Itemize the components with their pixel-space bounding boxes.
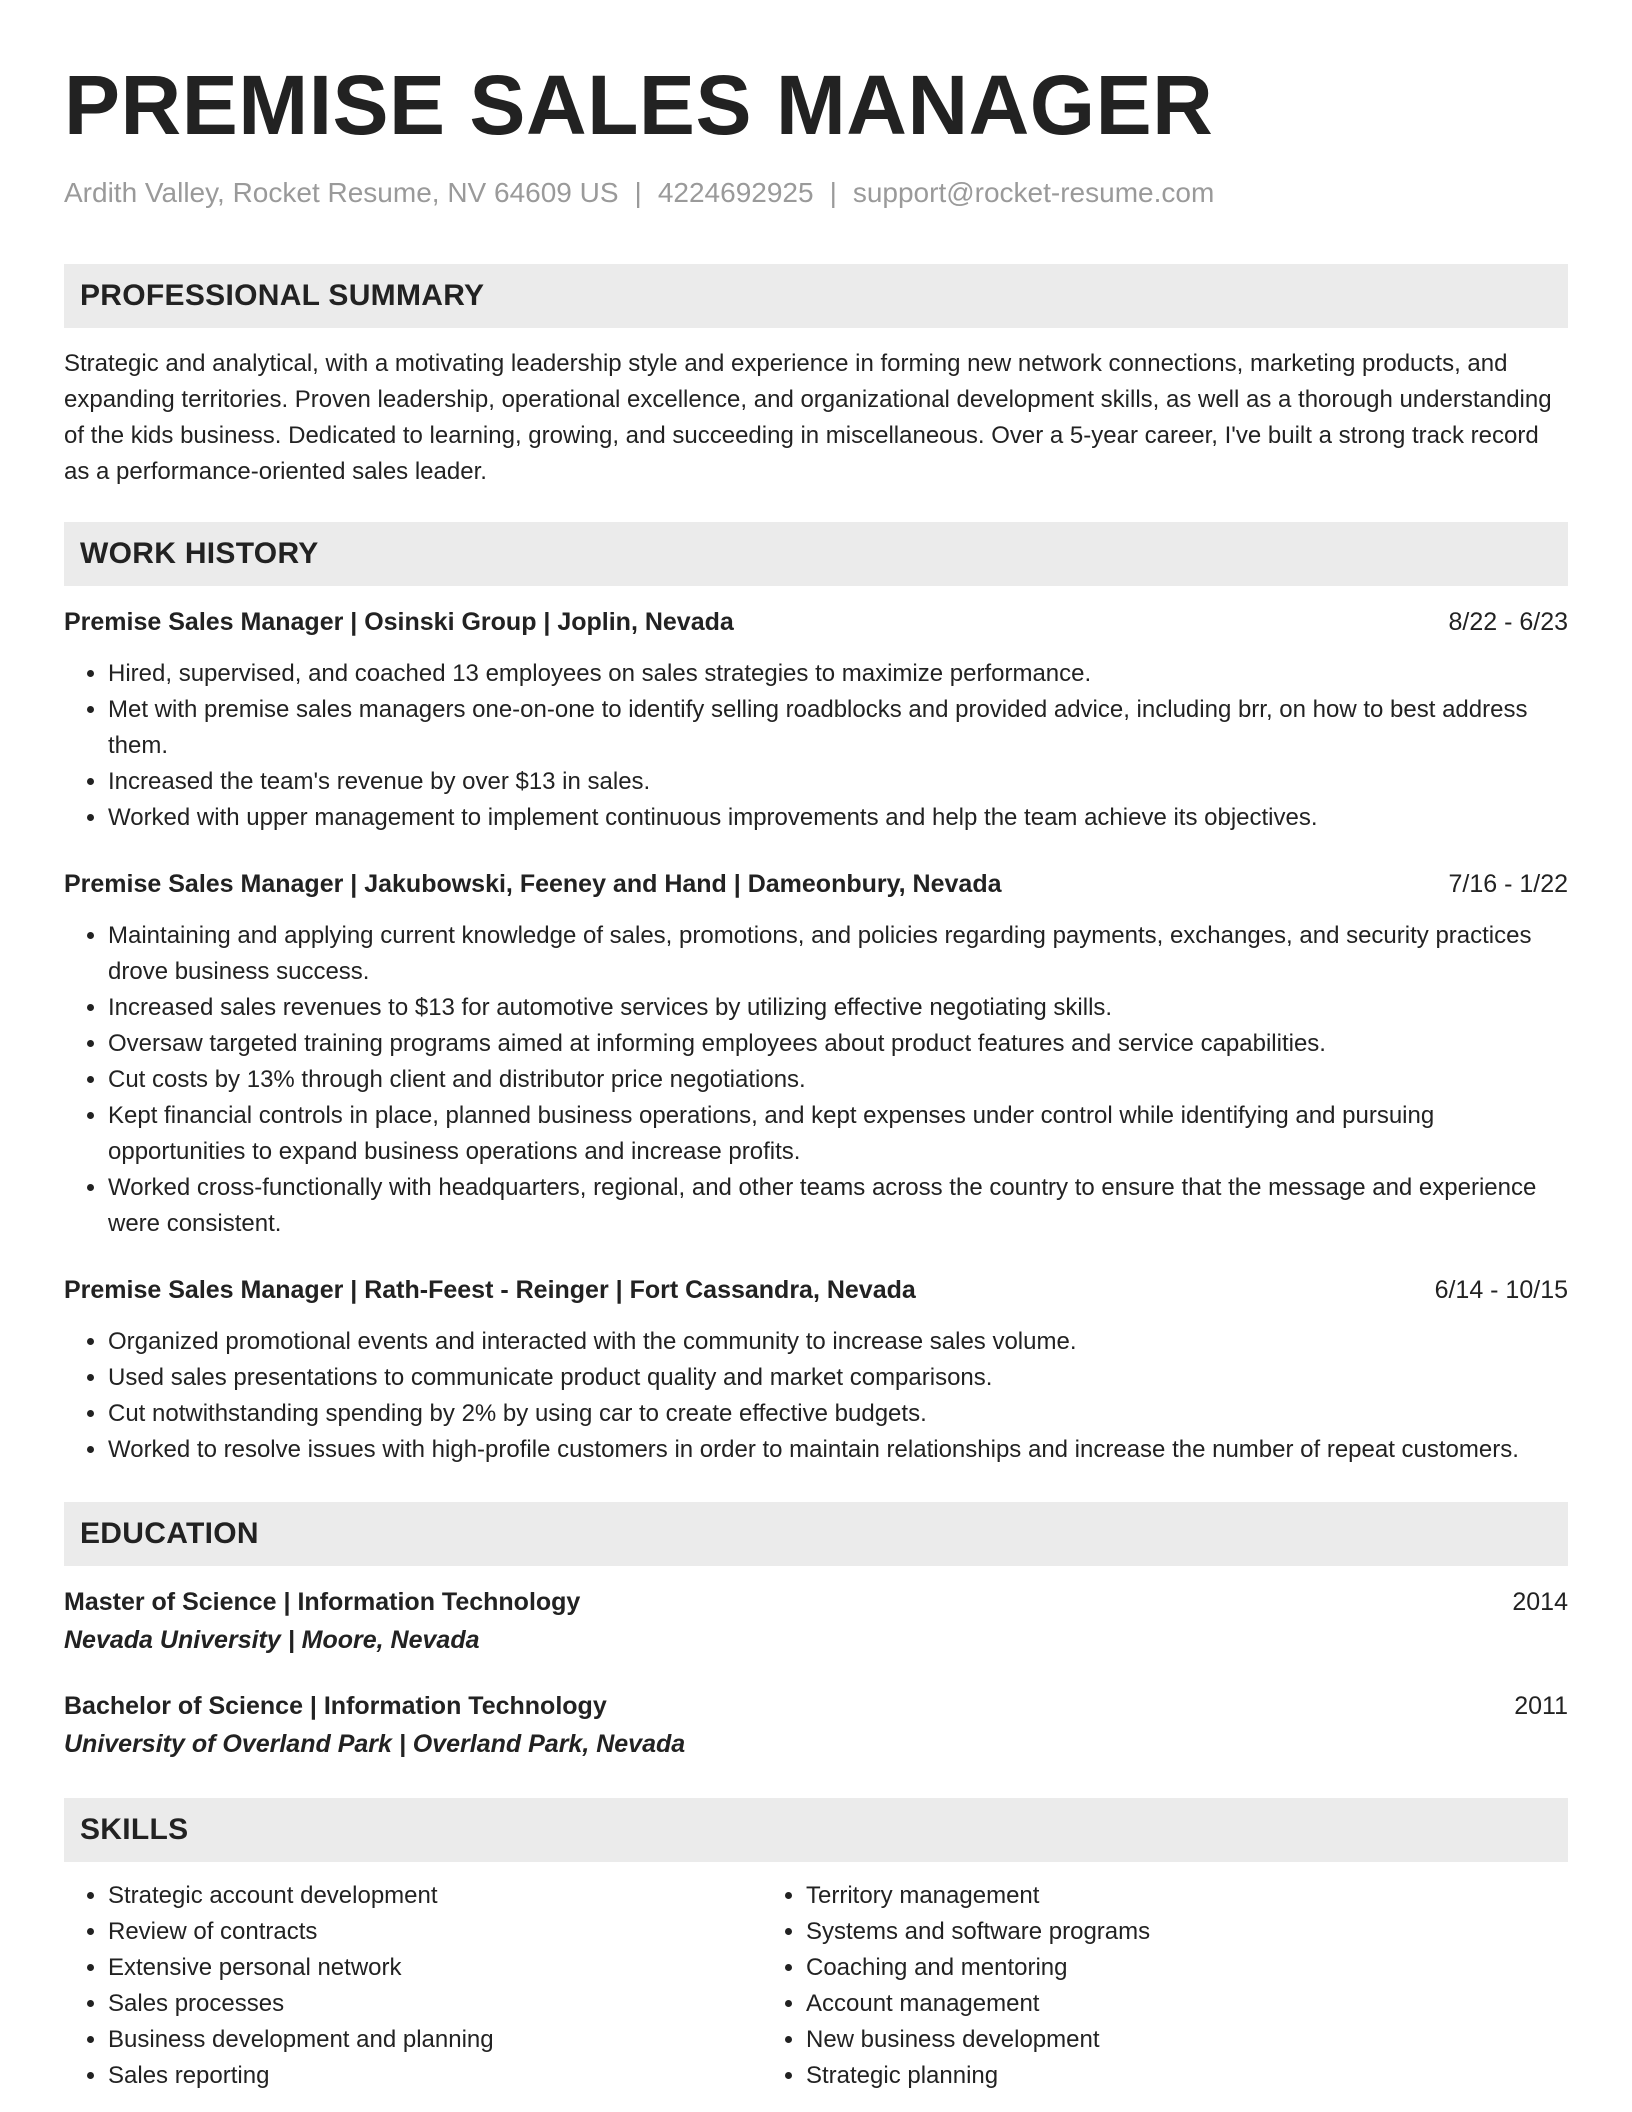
skill-item: • Strategic planning	[806, 2058, 1460, 2094]
job-dates: 8/22 - 6/23	[1448, 608, 1568, 636]
job-bullets	[64, 656, 1568, 836]
job-bullet: • Worked cross-functionally with headquarters, regional, and other teams across the country to ensure that the message and experience were consistent.	[108, 1170, 1568, 1242]
job-title: Premise Sales Manager | Osinski Group | Joplin, Nevada	[64, 608, 734, 636]
job-bullet: • Met with premise sales managers one-on-one to identify selling roadblocks and provided advice, including brr, on how to best address them.	[108, 692, 1568, 764]
skill-item: • Account management	[806, 1986, 1460, 2022]
skills-column-right	[762, 1878, 1460, 2094]
job-bullet: • Cut notwithstanding spending by 2% by using car to create effective budgets.	[108, 1396, 1568, 1432]
job-dates: 6/14 - 10/15	[1434, 1276, 1568, 1304]
skill-item: • Coaching and mentoring	[806, 1950, 1460, 1986]
education-school: Nevada University | Moore, Nevada	[64, 1626, 480, 1654]
contact-line	[64, 176, 1568, 210]
job-entry	[64, 866, 1568, 1242]
job-bullets	[64, 1324, 1568, 1468]
skills-list	[64, 1878, 1568, 2094]
job-bullet: • Worked with upper management to implement continuous improvements and help the team achieve its objectives.	[108, 800, 1568, 836]
education-entry	[64, 1584, 1568, 1660]
job-bullet: • Increased sales revenues to $13 for automotive services by utilizing effective negotiating skills.	[108, 990, 1568, 1026]
job-dates: 7/16 - 1/22	[1448, 870, 1568, 898]
skill-item: • New business development	[806, 2022, 1460, 2058]
job-bullet: • Worked to resolve issues with high-profile customers in order to maintain relationships and increase the number of repeat customers.	[108, 1432, 1568, 1468]
education-degree: Bachelor of Science | Information Technology	[64, 1692, 607, 1720]
job-title: Premise Sales Manager | Rath-Feest - Reinger | Fort Cassandra, Nevada	[64, 1276, 916, 1304]
education-year: 2011	[1514, 1692, 1568, 1720]
skill-item: • Systems and software programs	[806, 1914, 1460, 1950]
job-bullet: • Maintaining and applying current knowledge of sales, promotions, and policies regarding payments, exchanges, and security practices drove business success.	[108, 918, 1568, 990]
job-bullet: • Cut costs by 13% through client and distributor price negotiations.	[108, 1062, 1568, 1098]
skill-item: • Sales processes	[108, 1986, 762, 2022]
section-header-work-history: WORK HISTORY	[64, 522, 1568, 586]
education-entry	[64, 1688, 1568, 1764]
job-bullets	[64, 918, 1568, 1242]
contact-separator: |	[634, 177, 642, 208]
job-bullet: • Used sales presentations to communicate product quality and market comparisons.	[108, 1360, 1568, 1396]
education-year: 2014	[1512, 1588, 1568, 1616]
section-header-summary: PROFESSIONAL SUMMARY	[64, 264, 1568, 328]
job-entry	[64, 1272, 1568, 1468]
skill-item: • Review of contracts	[108, 1914, 762, 1950]
job-bullet: • Oversaw targeted training programs aimed at informing employees about product features and service capabilities.	[108, 1026, 1568, 1062]
job-bullet: • Increased the team's revenue by over $13 in sales.	[108, 764, 1568, 800]
job-bullet: • Hired, supervised, and coached 13 employees on sales strategies to maximize performance.	[108, 656, 1568, 692]
skills-column-left	[64, 1878, 762, 2094]
job-entry	[64, 604, 1568, 836]
skill-item: • Sales reporting	[108, 2058, 762, 2094]
education-degree: Master of Science | Information Technology	[64, 1588, 581, 1616]
skill-item: • Strategic account development	[108, 1878, 762, 1914]
resume-name: PREMISE SALES MANAGER	[64, 58, 1214, 152]
resume-page	[64, 0, 1568, 2094]
job-title: Premise Sales Manager | Jakubowski, Feeney and Hand | Dameonbury, Nevada	[64, 870, 1002, 898]
skill-item: • Business development and planning	[108, 2022, 762, 2058]
education-school: University of Overland Park | Overland Park, Nevada	[64, 1730, 686, 1758]
contact-address: Ardith Valley, Rocket Resume, NV 64609 US	[64, 177, 619, 208]
section-header-skills: SKILLS	[64, 1798, 1568, 1862]
job-bullet: • Kept financial controls in place, planned business operations, and kept expenses under control while identifying and pursuing opportunities to expand business operations and increase profits.	[108, 1098, 1568, 1170]
section-header-education: EDUCATION	[64, 1502, 1568, 1566]
contact-phone: 4224692925	[657, 177, 814, 208]
skill-item: • Extensive personal network	[108, 1950, 762, 1986]
contact-email: support@rocket-resume.com	[852, 177, 1215, 208]
skill-item: • Territory management	[806, 1878, 1460, 1914]
job-bullet: • Organized promotional events and interacted with the community to increase sales volume.	[108, 1324, 1568, 1360]
summary-text: Strategic and analytical, with a motivating leadership style and experience in forming new network connections, marketing products, and expanding territories. Proven leadership, operational excellence, and organizational development skills, as well as a thorough understanding of the kids business. Dedicated to learning, growing, and succeeding in miscellaneous. Over a 5-year career, I've built a strong track record as a performance-oriented sales leader.	[64, 350, 1552, 485]
contact-separator: |	[829, 177, 837, 208]
